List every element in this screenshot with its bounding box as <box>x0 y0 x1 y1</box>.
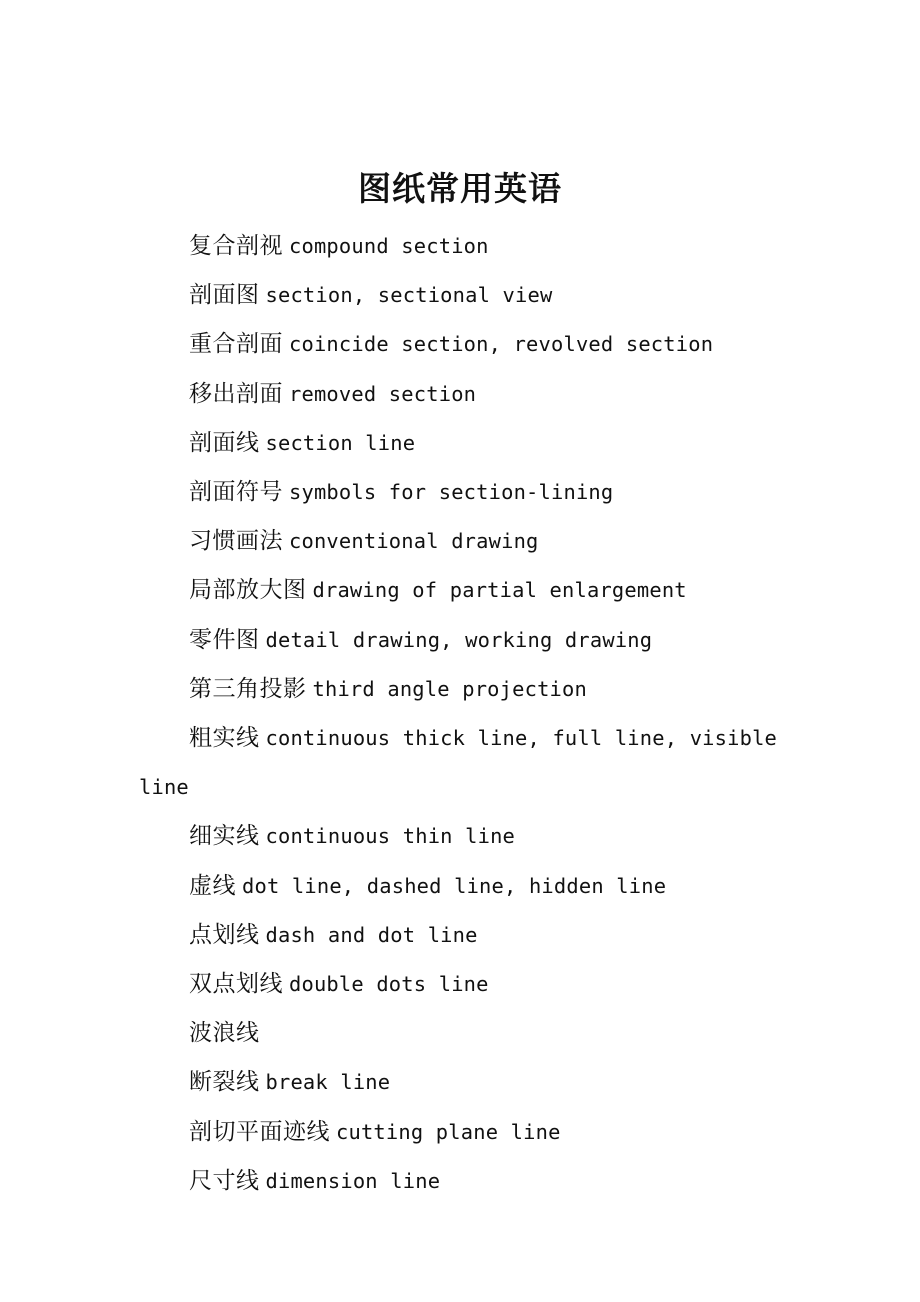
term-english: symbols for section-lining <box>289 480 614 505</box>
term-chinese: 虚线 <box>189 872 236 899</box>
term-english: dot line, dashed line, hidden line <box>242 873 667 898</box>
glossary-entry <box>139 566 789 615</box>
glossary-entry <box>139 419 789 468</box>
term-chinese: 重合剖面 <box>189 331 283 358</box>
document-title: 图纸常用英语 <box>358 169 562 209</box>
term-english: section, sectional view <box>265 283 553 308</box>
term-english: drawing of partial enlargement <box>312 578 687 603</box>
term-chinese: 波浪线 <box>189 1020 260 1047</box>
glossary-entry <box>139 616 789 665</box>
term-english: break line <box>265 1070 391 1095</box>
glossary-entry <box>139 911 789 960</box>
term-chinese: 复合剖视 <box>189 233 283 259</box>
term-chinese: 剖面符号 <box>189 479 283 506</box>
term-english: dash and dot line <box>265 922 478 947</box>
term-english: compound section <box>289 234 489 258</box>
glossary-entry <box>139 665 789 714</box>
term-chinese: 尺寸线 <box>189 1167 260 1194</box>
glossary-entry <box>139 812 789 861</box>
term-chinese: 局部放大图 <box>189 577 307 604</box>
glossary-entry <box>139 1108 789 1157</box>
term-english: dimension line <box>265 1168 441 1193</box>
glossary-entry <box>139 862 789 911</box>
glossary-entry <box>139 960 789 1009</box>
term-english: double dots line <box>289 972 489 997</box>
glossary-list <box>139 222 789 1206</box>
glossary-entry <box>139 1058 789 1107</box>
term-english: section line <box>265 430 416 455</box>
term-english: continuous thick line, full line, visible line <box>139 726 778 800</box>
term-english: removed section <box>289 381 477 406</box>
glossary-entry <box>139 320 789 369</box>
term-chinese: 断裂线 <box>189 1069 260 1096</box>
term-chinese: 移出剖面 <box>189 380 283 407</box>
term-chinese: 零件图 <box>189 626 260 653</box>
glossary-entry <box>139 517 789 566</box>
glossary-entry <box>139 1157 789 1206</box>
term-chinese: 细实线 <box>189 823 260 850</box>
term-chinese: 剖切平面迹线 <box>189 1118 330 1145</box>
glossary-entry <box>139 468 789 517</box>
term-chinese: 剖面线 <box>189 429 260 456</box>
term-english: continuous thin line <box>265 824 516 849</box>
term-english: conventional drawing <box>289 529 539 554</box>
term-english: third angle projection <box>312 676 587 701</box>
term-chinese: 第三角投影 <box>189 675 307 702</box>
term-chinese: 点划线 <box>189 921 260 948</box>
glossary-entry <box>139 370 789 419</box>
glossary-entry <box>139 222 789 271</box>
term-english: detail drawing, working drawing <box>265 627 653 652</box>
glossary-entry <box>139 714 789 812</box>
glossary-entry <box>139 1009 789 1058</box>
term-chinese: 双点划线 <box>189 971 283 998</box>
term-chinese: 粗实线 <box>189 725 260 752</box>
term-chinese: 剖面图 <box>189 282 260 309</box>
glossary-entry <box>139 271 789 320</box>
term-english: cutting plane line <box>336 1119 561 1144</box>
term-english: coincide section, revolved section <box>289 332 714 357</box>
term-chinese: 习惯画法 <box>189 528 283 555</box>
